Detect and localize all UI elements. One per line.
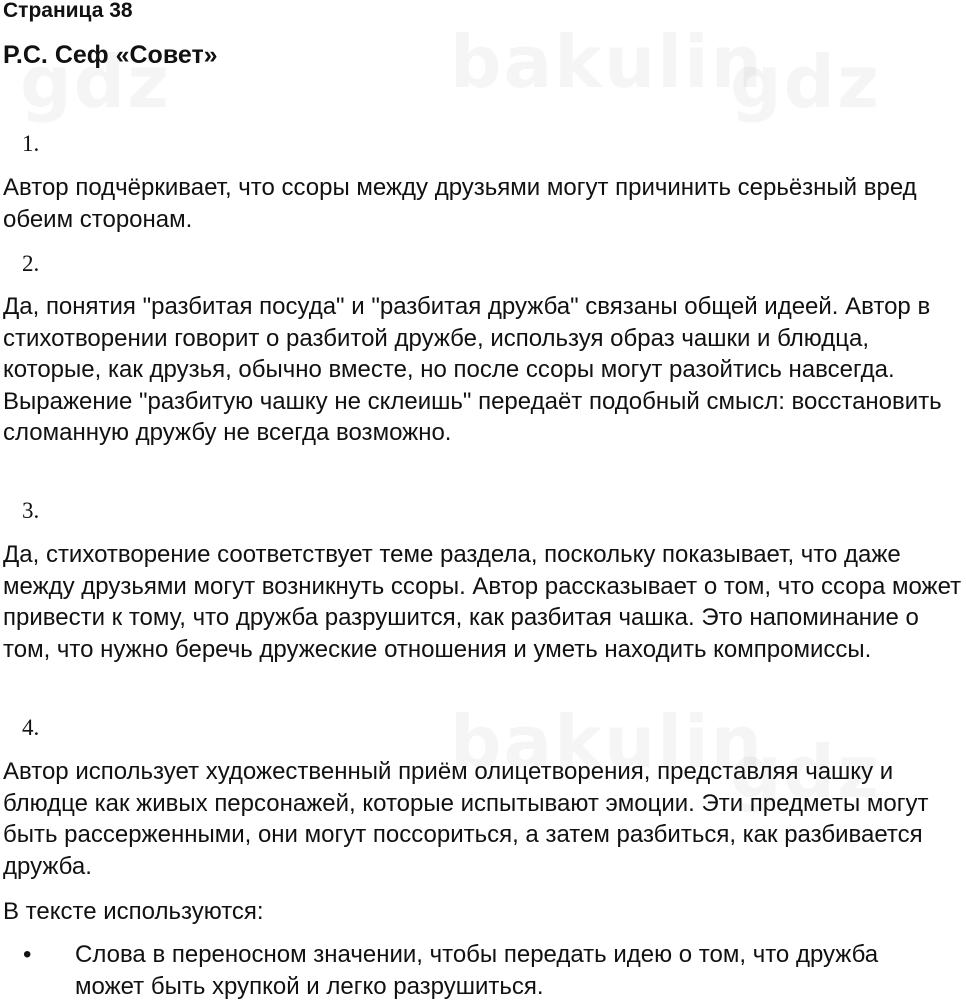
- bullet-marker: •: [23, 941, 32, 968]
- answer-text: Автор подчёркивает, что ссоры между друзьями могут причинить серьёзный вред обеим сторонам.: [3, 174, 917, 233]
- answer-text: Автор использует художественный приём олицетворения, представляя чашку и блюдце как живых персонажей, которые испытывают эмоции. Эти предметы могут быть рассерженными, они могут поссориться, а затем разбиться, как разбивается дружба.: [3, 758, 929, 880]
- bullet-text: Слова в переносном значении, чтобы передать идею о том, что дружба может быть хрупкой и легко разрушиться.: [75, 941, 879, 1000]
- answer-number: 2.: [22, 251, 40, 276]
- page-title: Р.С. Сеф «Совет»: [3, 41, 218, 69]
- page-label: Страница 38: [3, 0, 133, 22]
- answer-text: Да, стихотворение соответствует теме раздела, поскольку показывает, что даже между друзьями могут возникнуть ссоры. Автор рассказывает о том, что ссора может привести к тому, что дружба разрушится, как разбитая чашка. Это напоминание о том, что нужно беречь дружеские отношения и уметь находить компромиссы.: [3, 541, 962, 663]
- used-intro: В тексте используются:: [3, 898, 264, 925]
- answer-number: 4.: [22, 715, 40, 740]
- answer-number: 1.: [22, 131, 40, 156]
- answer-text: Да, понятия "разбитая посуда" и "разбитая дружба" связаны общей идеей. Автор в стихотворении говорит о разбитой дружбе, используя образ чашки и блюдца, которые, как друзья, обычно вместе, но после ссоры могут разойтись навсегда. Выражение "разбитую чашку не склеишь" передаёт подобный смысл: восстановить сломанную дружбу не всегда возможно.: [3, 293, 942, 447]
- watermark-text: [730, 40, 881, 124]
- answer-number: 3.: [22, 498, 40, 523]
- watermark-text: [450, 20, 764, 104]
